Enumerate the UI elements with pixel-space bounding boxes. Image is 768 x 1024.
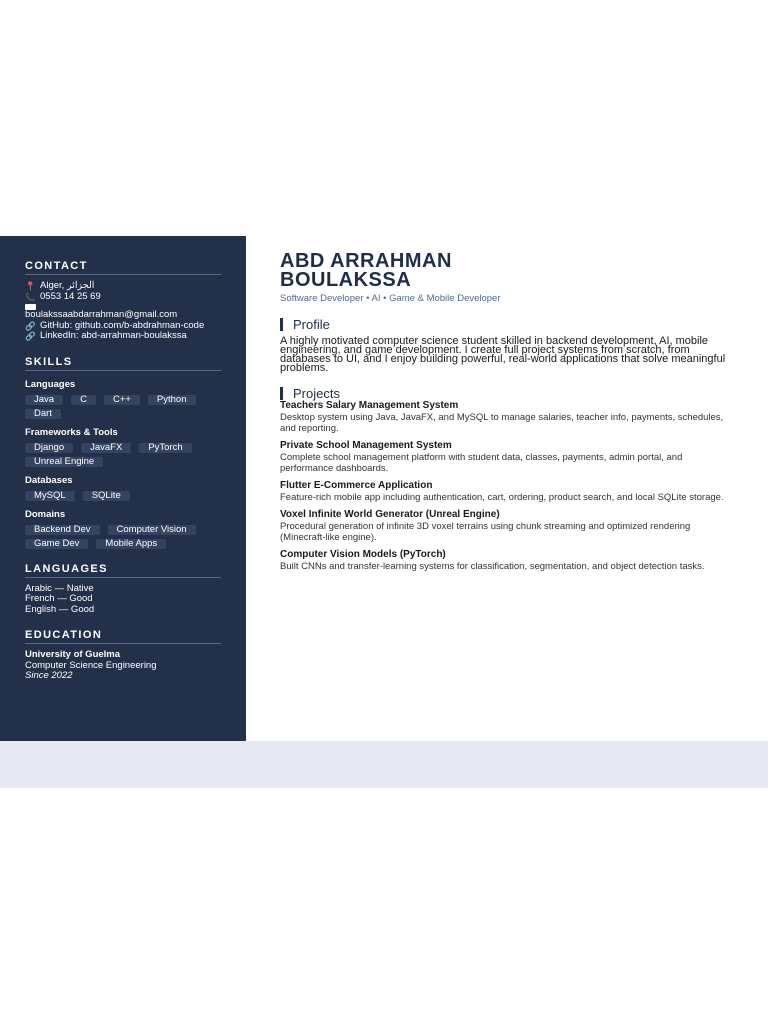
skill-group-title: Languages	[25, 378, 76, 390]
skill-tags-frameworks	[25, 443, 221, 467]
skill-tag: Python	[148, 395, 196, 405]
link-icon: 🔗	[25, 331, 36, 341]
contact-linkedin	[25, 331, 221, 342]
project-item	[280, 509, 734, 543]
skill-tag: SQLite	[83, 491, 130, 501]
education-since: Since 2022	[25, 670, 73, 681]
phone-icon: 📞	[25, 291, 36, 302]
github-link[interactable]: GitHub: github.com/b-abdrahman-code	[40, 319, 205, 331]
project-item	[280, 480, 734, 503]
skill-group-title: Frameworks & Tools	[25, 426, 118, 438]
contact-phone	[25, 292, 221, 303]
project-description: Desktop system using Java, JavaFX, and MySQL to manage salaries, teacher info, payments, schedules, and reporting.	[280, 412, 724, 434]
skill-tag: Backend Dev	[25, 525, 100, 535]
project-description: Feature-rich mobile app including authentication, cart, ordering, product search, and local SQLite storage.	[280, 492, 724, 503]
language-item: Arabic — Native	[25, 582, 94, 594]
sidebar	[0, 236, 246, 741]
skill-tag: PyTorch	[139, 443, 191, 453]
project-title: Computer Vision Models (PyTorch)	[280, 549, 446, 560]
candidate-role: Software Developer • AI • Game & Mobile Developer	[280, 293, 501, 304]
project-description: Procedural generation of infinite 3D voxel terrains using chunk streaming and optimized rendering (Minecraft-like engine).	[280, 521, 691, 543]
skill-tag: Dart	[25, 409, 61, 419]
page-bottom-band	[0, 741, 768, 788]
linkedin-link[interactable]: LinkedIn: abd-arrahman-boulakssa	[40, 330, 187, 341]
project-title: Teachers Salary Management System	[280, 400, 459, 411]
skill-tag: Unreal Engine	[25, 457, 103, 467]
main-content	[246, 236, 768, 741]
profile-text: A highly motivated computer science student skilled in backend development, AI, mobile engineering, and game development. I create full project systems from scratch, from databases to UI, and I enjoy building powerful, real-world applications that solve meaningful problems.	[280, 335, 726, 374]
contact-location	[25, 281, 221, 292]
project-item	[280, 549, 734, 572]
email-link[interactable]: boulakssaabdarrahman@gmail.com	[25, 309, 178, 320]
skill-tag: Mobile Apps	[96, 539, 166, 549]
education-heading: EDUCATION	[25, 629, 221, 644]
skill-tags-databases	[25, 491, 221, 501]
skill-tag: Game Dev	[25, 539, 88, 549]
skill-tag: C++	[104, 395, 140, 405]
skill-tags-domains	[25, 525, 221, 549]
project-title: Flutter E-Commerce Application	[280, 480, 433, 491]
skill-tag: Java	[25, 395, 63, 405]
project-description: Complete school management platform with student data, classes, payments, admin portal, and performance dashboards.	[280, 452, 683, 474]
education-school: University of Guelma	[25, 649, 121, 660]
location-text: Alger, الجزائر	[40, 280, 95, 291]
profile-heading: Profile	[280, 318, 734, 331]
skill-tag: Django	[25, 443, 73, 453]
education-program: Computer Science Engineering	[25, 659, 157, 671]
link-icon: 🔗	[25, 320, 36, 331]
skills-heading: SKILLS	[25, 356, 221, 371]
project-description: Built CNNs and transfer-learning systems for classification, segmentation, and object detection tasks.	[280, 561, 705, 572]
skill-group-title: Databases	[25, 474, 73, 486]
project-item	[280, 440, 734, 474]
skill-group-title: Domains	[25, 508, 66, 520]
skill-tag: MySQL	[25, 491, 75, 501]
language-item: English — Good	[25, 603, 95, 615]
phone-text: 0553 14 25 69	[40, 290, 101, 302]
skill-tag: C	[71, 395, 96, 405]
language-item: French — Good	[25, 593, 93, 604]
languages-heading: LANGUAGES	[25, 563, 221, 578]
project-title: Private School Management System	[280, 440, 452, 451]
skill-tag: JavaFX	[81, 443, 131, 453]
skill-tags-languages	[25, 395, 221, 419]
contact-heading: CONTACT	[25, 260, 221, 275]
skill-tag: Computer Vision	[108, 525, 196, 535]
resume	[0, 236, 768, 741]
candidate-name: ABD ARRAHMAN BOULAKSSA	[280, 250, 452, 291]
project-title: Voxel Infinite World Generator (Unreal Engine)	[280, 509, 500, 520]
projects-heading: Projects	[280, 387, 734, 400]
project-item	[280, 400, 734, 434]
pin-icon: 📍	[25, 281, 36, 291]
